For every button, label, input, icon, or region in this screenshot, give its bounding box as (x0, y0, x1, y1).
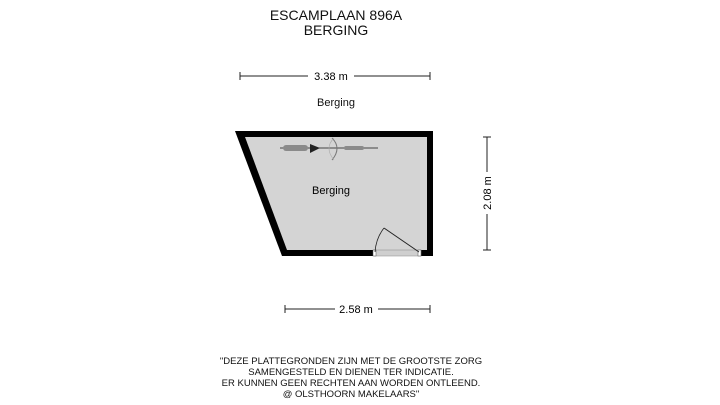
dimension-top-label: 3.38 m (314, 71, 348, 83)
address-title: ESCAMPLAAN 896A (269, 7, 403, 23)
floor-title: BERGING (303, 22, 369, 38)
dimension-right-label: 2.08 m (482, 176, 494, 210)
room-label: Berging (312, 185, 350, 197)
disclaimer (0, 356, 702, 400)
room-label-above: Berging (317, 97, 355, 109)
disclaimer-line: SAMENGESTELD EN DIENEN TER INDICATIE. (248, 367, 454, 378)
dimension-bottom-label: 2.58 m (339, 304, 373, 316)
disclaimer-line: "DEZE PLATTEGRONDEN ZIJN MET DE GROOTSTE ZORG (219, 356, 483, 367)
disclaimer-line: @ OLSTHOORN MAKELAARS" (282, 389, 420, 400)
disclaimer-line: ER KUNNEN GEEN RECHTEN AAN WORDEN ONTLEEND. (221, 378, 481, 389)
